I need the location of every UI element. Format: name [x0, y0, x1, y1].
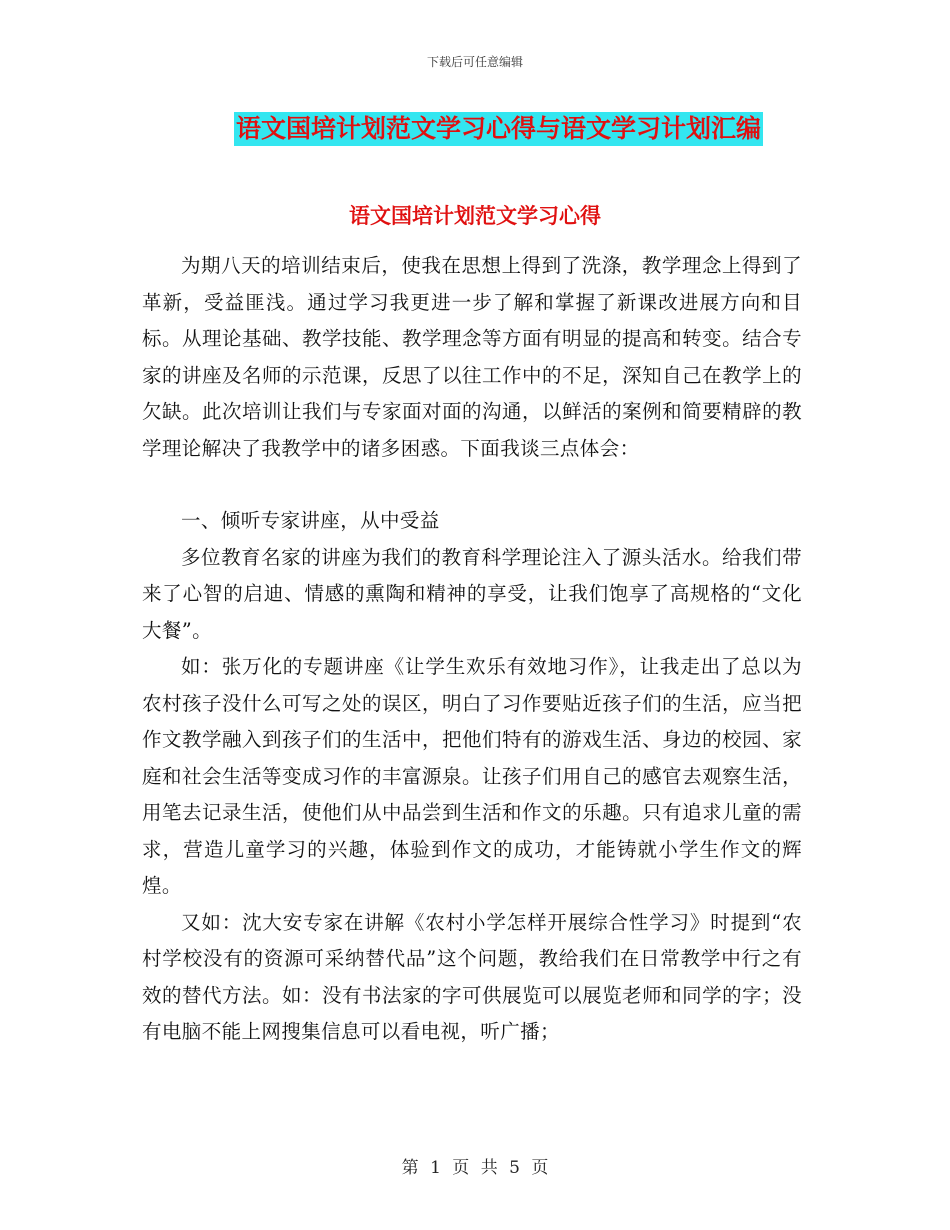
section-heading-1: 一、倾听专家讲座，从中受益	[181, 509, 440, 532]
section-title: 语文国培计划范文学习心得	[349, 203, 601, 228]
paragraph-example-2: 又如：沈大安专家在讲解《农村小学怎样开展综合性学习》时提到“农村学校没有的资源可采纳替代品”这个问题，教给我们在日常教学中行之有效的替代方法。如：没有书法家的字可供展览可以展览老师和同学的字；没有电脑不能上网搜集信息可以看电视，听广播；	[142, 910, 802, 1043]
document-title	[0, 112, 950, 146]
page-footer: 第 1 页 共 5 页	[401, 1158, 549, 1178]
paragraph-example-1: 如：张万化的专题讲座《让学生欢乐有效地习作》，让我走出了总以为农村孩子没什么可写之处的误区，明白了习作要贴近孩子们的生活，应当把作文教学融入到孩子们的生活中，把他们特有的游戏生活、身边的校园、家庭和社会生活等变成习作的丰富源泉。让孩子们用自己的感官去观察生活，用笔去记录生活，使他们从中品尝到生活和作文的乐趣。只有追求儿童的需求，营造儿童学习的兴趣，体验到作文的成功，才能铸就小学生作文的辉煌。	[142, 655, 802, 897]
paragraph-spacer	[142, 467, 802, 503]
paragraph-intro: 为期八天的培训结束后，使我在思想上得到了洗涤，教学理念上得到了革新，受益匪浅。通过学习我更进一步了解和掌握了新课改进展方向和目标。从理论基础、教学技能、教学理念等方面有明显的提高和转变。结合专家的讲座及名师的示范课，反思了以往工作中的不足，深知自己在教学上的欠缺。此次培训让我们与专家面对面的沟通，以鲜活的案例和简要精辟的教学理论解决了我教学中的诸多困惑。下面我谈三点体会：	[142, 254, 802, 460]
document-title-text: 语文国培计划范文学习心得与语文学习计划汇编	[234, 112, 763, 146]
document-body	[142, 248, 802, 1051]
paragraph-lectures: 多位教育名家的讲座为我们的教育科学理论注入了源头活水。给我们带来了心智的启迪、情感的熏陶和精神的享受，让我们饱享了高规格的“文化大餐”。	[142, 545, 802, 642]
page-header-note: 下载后可任意编辑	[426, 55, 523, 69]
